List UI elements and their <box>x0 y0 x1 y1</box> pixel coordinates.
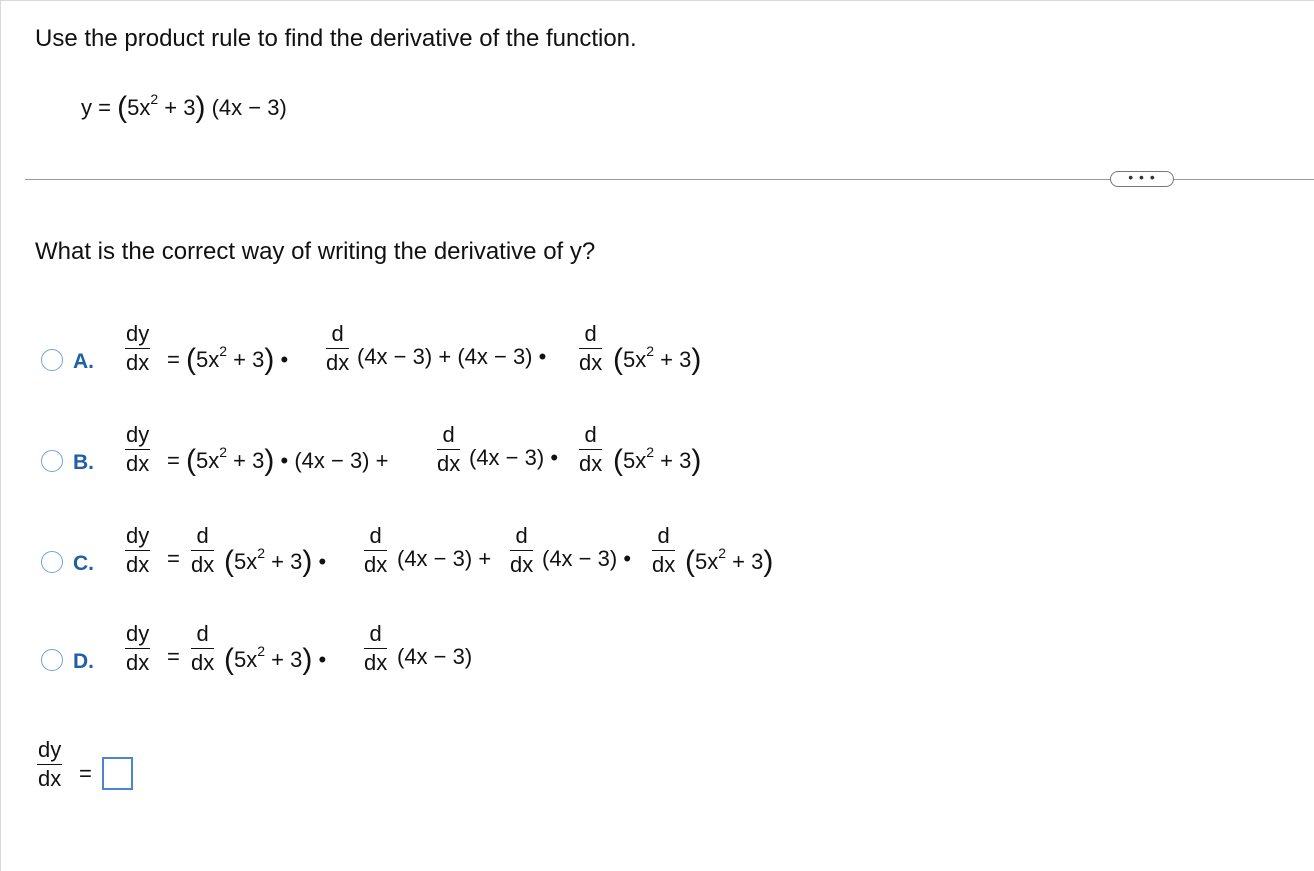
option-c-eq: = <box>167 546 180 571</box>
option-a-part2: (4x − 3) + (4x − 3) • <box>357 344 547 369</box>
dy-dx-fraction: dy dx <box>126 523 150 577</box>
problem-prompt: Use the product rule to find the derivative of the function. <box>35 25 637 52</box>
option-c-part2: (4x − 3) + <box>397 546 492 571</box>
dy-dx-fraction: dy dx <box>126 621 150 675</box>
radio-button-a[interactable] <box>41 349 63 371</box>
option-d-part2: (4x − 3) <box>397 644 473 669</box>
option-d-part1: $(5x^2 + 3)$ • <box>224 642 327 676</box>
d-dx-fraction: d dx <box>364 523 388 577</box>
d-dx-fraction: d dx <box>326 321 350 375</box>
d-dx-fraction: d dx <box>510 523 534 577</box>
option-d-eq: = <box>167 644 180 669</box>
dy-dx-fraction: dy dx <box>126 321 150 375</box>
d-dx-fraction: d dx <box>579 321 603 375</box>
d-dx-fraction: d dx <box>579 422 603 476</box>
radio-button-b[interactable] <box>41 450 63 472</box>
option-b-part3: $(5x^2 + 3)$ <box>613 443 702 477</box>
radio-button-c[interactable] <box>41 551 63 573</box>
function-lhs: y = <box>81 95 111 120</box>
option-a-part1: = $(5x^2 + 3)$ • <box>167 342 289 376</box>
option-letter-b: B. <box>73 451 94 474</box>
answer-eq: = <box>79 761 92 786</box>
option-letter-c: C. <box>73 552 94 575</box>
option-b-part2: (4x − 3) • <box>469 445 559 470</box>
option-c-part1: $(5x^2 + 3)$ • <box>224 544 327 578</box>
dy-dx-fraction: dy dx <box>126 422 150 476</box>
answer-input-box[interactable] <box>102 757 133 790</box>
radio-button-d[interactable] <box>41 649 63 671</box>
option-c-part4: $(5x^2 + 3)$ <box>685 544 774 578</box>
d-dx-fraction: d dx <box>364 621 388 675</box>
d-dx-fraction: d dx <box>191 621 215 675</box>
given-function: $y = (5x^2 + 3) (4x - 3)$ <box>81 90 287 124</box>
option-a-part3: $(5x^2 + 3)$ <box>613 342 702 376</box>
answer-dy-dx-fraction: dy dx <box>38 737 62 791</box>
question-text: What is the correct way of writing the derivative of y? <box>35 238 596 265</box>
option-letter-d: D. <box>73 650 94 673</box>
d-dx-fraction: d dx <box>437 422 461 476</box>
more-options-button[interactable]: • • • <box>1110 171 1174 187</box>
option-b-part1: = $(5x^2 + 3)$ • (4x − 3) + <box>167 443 389 477</box>
d-dx-fraction: d dx <box>652 523 676 577</box>
d-dx-fraction: d dx <box>191 523 215 577</box>
option-letter-a: A. <box>73 350 94 373</box>
option-c-part3: (4x − 3) • <box>542 546 632 571</box>
